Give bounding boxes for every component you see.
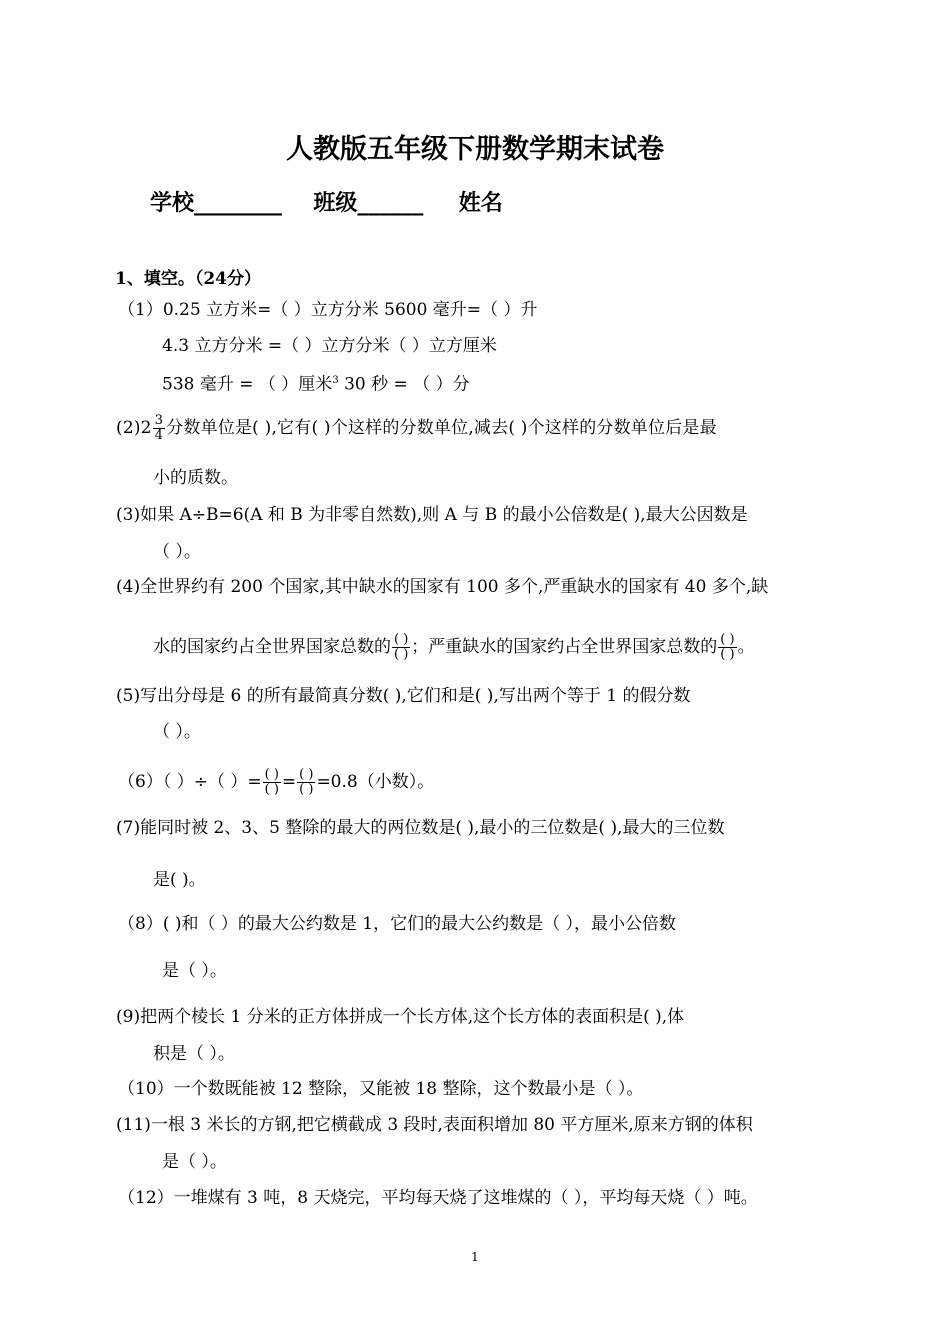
q1-l3-a: 538 毫升 = （ ）厘米: [162, 374, 333, 395]
question-9-line-2: 积是（ ）。: [153, 1044, 235, 1064]
question-11-line-1: (11)一根 3 米长的方钢,把它横截成 3 段时,表面积增加 80 平方厘米,原来方钢的体积: [116, 1115, 753, 1135]
fraction-denominator: 4: [154, 428, 164, 443]
q6-a: （6）（ ）÷（ ）=: [118, 772, 262, 792]
question-6: [118, 768, 434, 797]
question-4-line-2: [153, 633, 755, 662]
question-4-line-1: (4)全世界约有 200 个国家,其中缺水的国家有 100 多个,严重缺水的国家有 40 多个,缺: [116, 577, 769, 597]
blank-fraction: [718, 633, 736, 662]
page-number: 1: [471, 1250, 479, 1264]
fraction-numerator: ( ): [264, 767, 279, 782]
question-5-line-2: （ ）。: [153, 722, 201, 742]
blank-fraction: [297, 768, 315, 797]
question-1-line-2: 4.3 立方分米 =（ ）立方分米（ ）立方厘米: [162, 336, 497, 356]
fraction: [153, 414, 165, 443]
question-5-line-1: (5)写出分母是 6 的所有最简真分数( ),它们和是( ),写出两个等于 1 的假分数: [116, 686, 691, 706]
student-info: [150, 186, 503, 217]
question-2-line-1: [116, 414, 717, 443]
q1-l3-b: 30 秒 = （ ）分: [338, 374, 470, 395]
fraction-denominator: ( ): [394, 647, 409, 662]
question-9-line-1: (9)把两个棱长 1 分米的正方体拼成一个长方体,这个长方体的表面积是( ),体: [116, 1007, 685, 1027]
class-field: 班级______: [313, 190, 424, 216]
fraction-denominator: ( ): [264, 782, 279, 797]
q4-l2-c: 。: [737, 637, 755, 657]
question-12: （12）一堆煤有 3 吨，8 天烧完，平均每天烧了这堆煤的（ ），平均每天烧（ ）吨。: [118, 1188, 758, 1208]
fraction-numerator: ( ): [299, 767, 314, 782]
question-8-line-2: 是（ ）。: [162, 961, 227, 981]
fraction-denominator: ( ): [299, 782, 314, 797]
q2-pre: (2)2: [116, 418, 152, 438]
blank-fraction: [263, 768, 281, 797]
fraction-numerator: ( ): [720, 632, 735, 647]
fraction-numerator: 3: [154, 413, 164, 428]
cube-superscript: 3: [332, 375, 339, 386]
fraction-denominator: ( ): [720, 647, 735, 662]
q2-post: 分数单位是( ),它有( )个这样的分数单位,减去( )个这样的分数单位后是最: [166, 418, 717, 438]
question-2-line-2: 小的质数。: [153, 468, 238, 488]
question-1-line-3: [162, 370, 470, 396]
q4-l2-b: ；严重缺水的国家约占全世界国家总数的: [411, 637, 718, 657]
q6-eq: =: [281, 772, 297, 792]
question-7-line-2: 是( )。: [153, 870, 206, 890]
question-1-line-1: （1）0.25 立方米=（ ）立方分米 5600 毫升=（ ）升: [118, 300, 538, 320]
question-3-line-2: （ ）。: [153, 542, 201, 562]
question-10: （10）一个数既能被 12 整除，又能被 18 整除，这个数最小是（ ）。: [118, 1079, 644, 1099]
q6-b: =0.8（小数）。: [316, 772, 435, 792]
question-8-line-1: （8）( )和（ ）的最大公约数是 1，它们的最大公约数是（ ），最小公倍数: [118, 914, 677, 934]
section-heading: 1、填空。（24分）: [115, 269, 261, 289]
q4-l2-a: 水的国家约占全世界国家总数的: [153, 637, 391, 657]
page-title: 人教版五年级下册数学期末试卷: [286, 134, 664, 165]
school-field: 学校________: [150, 190, 283, 216]
blank-fraction: [392, 633, 410, 662]
question-7-line-1: (7)能同时被 2、3、5 整除的最大的两位数是( ),最小的三位数是( ),最大的三位数: [116, 818, 725, 838]
question-11-line-2: 是（ ）。: [162, 1152, 227, 1172]
name-field: 姓名: [458, 190, 503, 216]
fraction-numerator: ( ): [394, 632, 409, 647]
question-3-line-1: (3)如果 A÷B=6(A 和 B 为非零自然数),则 A 与 B 的最小公倍数是( ),最大公因数是: [116, 505, 748, 525]
